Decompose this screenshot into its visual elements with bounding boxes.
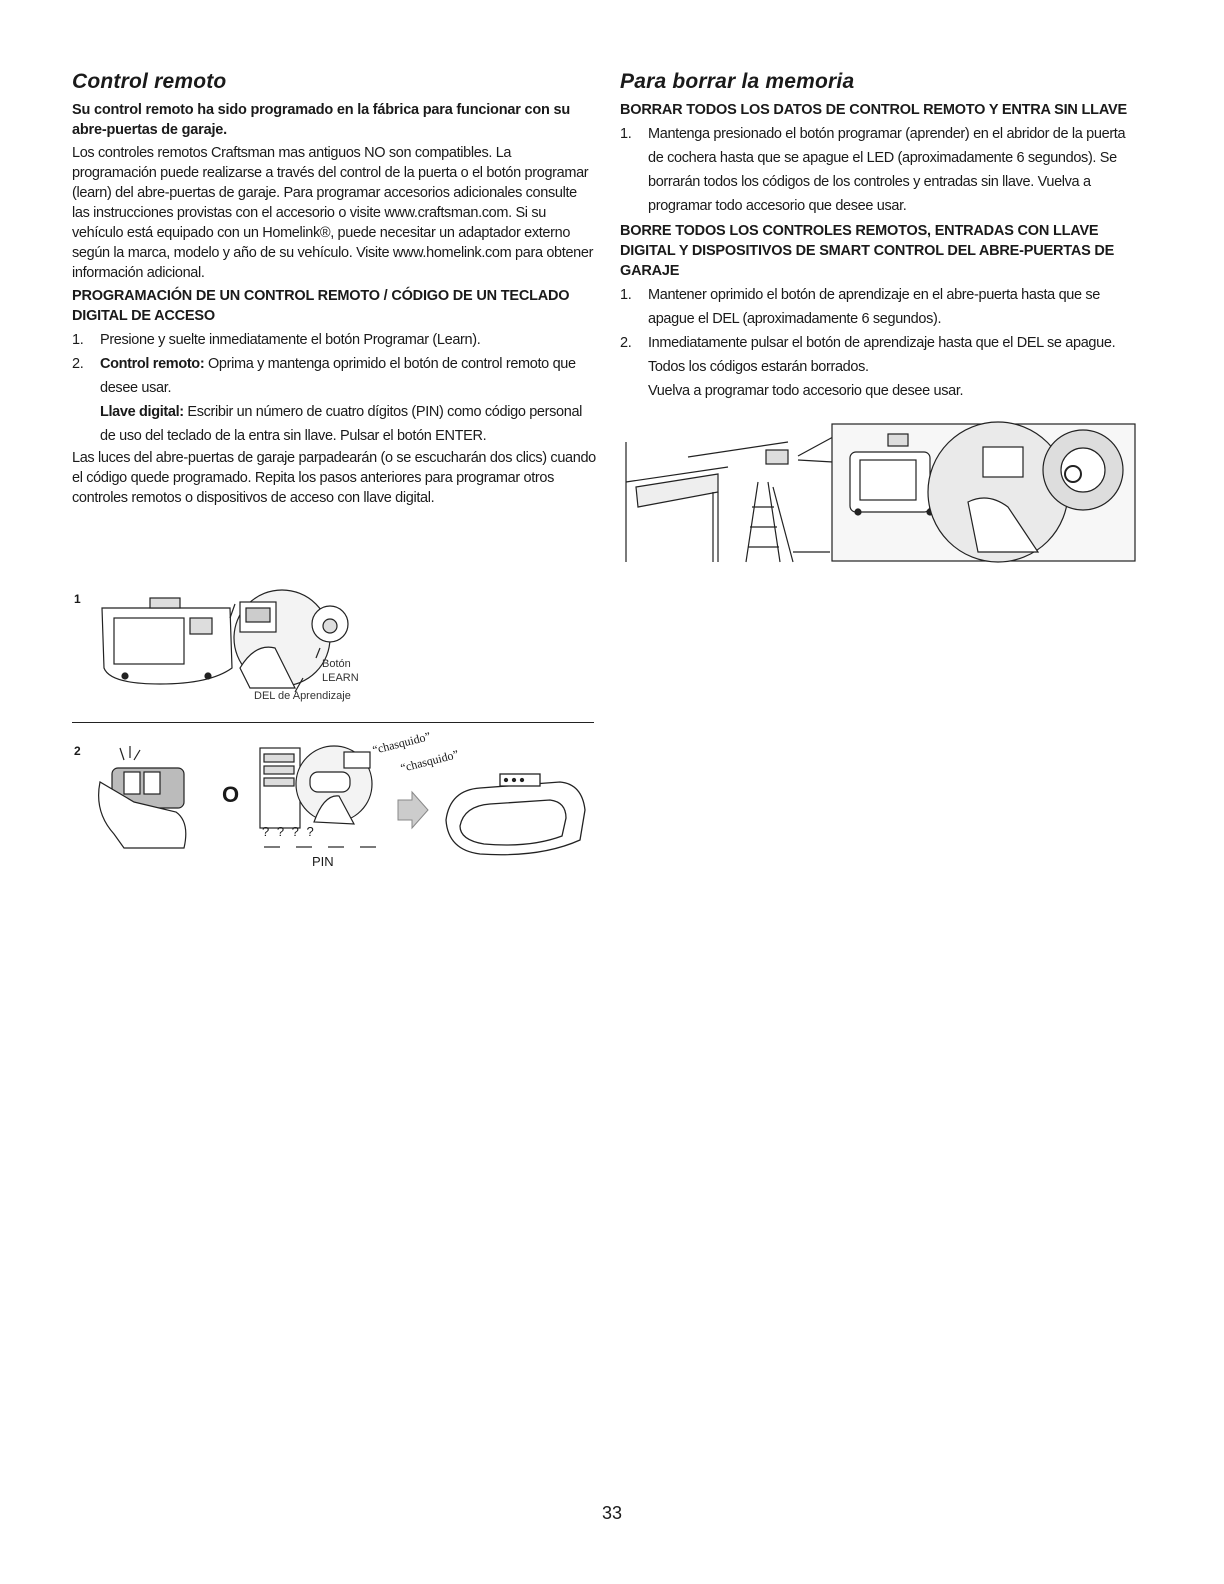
intro-paragraph: Los controles remotos Craftsman mas antiguos NO son compatibles. La programación puede realizarse a través del control de la puerta o el botón programar (learn) del abre-puertas de garaje. Para programar accesorios adicionales consulte las instrucciones provistas con el accesorio o visite www.craftsman.com. Si su vehículo está equipado con un Homelink®, puede necesitar un adaptador externo según la marca, modelo y año de su vehículo. Visite www.homelink.com para obtener información adicional. <box>72 145 594 281</box>
remote-press-illustration <box>94 742 206 854</box>
or-separator: O <box>222 782 240 807</box>
right-column <box>620 70 1140 403</box>
garage-opener-illustration <box>618 412 1138 572</box>
step-number: 1. <box>72 332 84 348</box>
figure-1-label: 1 <box>74 592 81 606</box>
keypad-press-illustration <box>254 744 394 834</box>
erase2-step-2 <box>620 331 1140 379</box>
garage-opener-unit-illustration <box>440 770 590 860</box>
pin-question-marks: ? ? ? ? <box>262 824 316 839</box>
arrow-icon <box>396 790 430 830</box>
erase2-step-1 <box>620 283 1140 331</box>
step-2-keypad <box>72 400 596 448</box>
page-number: 33 <box>601 1503 623 1523</box>
left-column <box>72 70 596 508</box>
reprogram-note: Vuelva a programar todo accesorio que desee usar. <box>648 383 964 399</box>
programming-heading: PROGRAMACIÓN DE UN CONTROL REMOTO / CÓDIGO DE UN TECLADO DIGITAL DE ACCESO <box>72 288 570 324</box>
pin-label: PIN <box>312 854 334 869</box>
section-title-control-remoto: Control remoto <box>72 70 227 93</box>
erase-all-heading: BORRAR TODOS LOS DATOS DE CONTROL REMOTO Y ENTRA SIN LLAVE <box>620 102 1127 118</box>
learn-button-caption: Botón <box>322 658 351 670</box>
step-text: Inmediatamente pulsar el botón de aprendizaje hasta que el DEL se apague. Todos los códigos estarán borrados. <box>648 335 1116 375</box>
step-2-bold-label: Control remoto: <box>100 356 205 372</box>
step-2 <box>72 352 596 400</box>
pin-underlines <box>262 844 382 850</box>
step-1 <box>72 328 596 352</box>
keypad-bold-label: Llave digital: <box>100 404 184 420</box>
step-number: 1. <box>620 126 632 142</box>
erase-smart-heading: BORRE TODOS LOS CONTROLES REMOTOS, ENTRADAS CON LLAVE DIGITAL Y DISPOSITIVOS DE SMART CONTROL DEL ABRE-PUERTAS DE GARAJE <box>620 223 1115 279</box>
erase-step-1 <box>620 122 1140 218</box>
step-text: Presione y suelte inmediatamente el botón Programar (Learn). <box>100 332 481 348</box>
figure-2-label: 2 <box>74 744 81 758</box>
learn-button-illustration <box>90 588 360 692</box>
step-number: 2. <box>620 335 632 351</box>
step-text <box>100 352 596 400</box>
learn-label-caption: LEARN <box>322 672 359 684</box>
step-text: Mantener oprimido el botón de aprendizaje en el abre-puerta hasta que se apague el DEL (aproximadamente 6 segundos). <box>648 287 1101 327</box>
click-sound-1: “chasquido” <box>371 729 433 757</box>
closing-paragraph: Las luces del abre-puertas de garaje parpadearán (o se escucharán dos clics) cuando el código quede programado. Repita los pasos anteriores para programar otros controles remotos o dispositivos de acceso con llave digital. <box>72 450 596 506</box>
step-number: 1. <box>620 287 632 303</box>
factory-programmed-note: Su control remoto ha sido programado en la fábrica para funcionar con su abre-puertas de garaje. <box>72 102 571 138</box>
click-sound-2: “chasquido” <box>399 747 461 775</box>
step-2-text: Oprima y mantenga oprimido el botón de control remoto que desee usar. <box>100 356 576 396</box>
keypad-text: Escribir un número de cuatro dígitos (PIN) como código personal de uso del teclado de la entra sin llave. Pulsar el botón ENTER. <box>100 404 583 444</box>
learn-led-caption: DEL de Aprendizaje <box>254 690 351 702</box>
figure-divider <box>72 722 594 723</box>
section-title-borrar-memoria: Para borrar la memoria <box>620 70 855 93</box>
step-number: 2. <box>72 356 84 372</box>
step-text: Mantenga presionado el botón programar (aprender) en el abridor de la puerta de cochera hasta que se apague el LED (aproximadamente 6 segundos). Se borrarán todos los códigos de los controles y entradas sin llave. Vuelva a programar todo accesorio que desee usar. <box>648 126 1126 214</box>
